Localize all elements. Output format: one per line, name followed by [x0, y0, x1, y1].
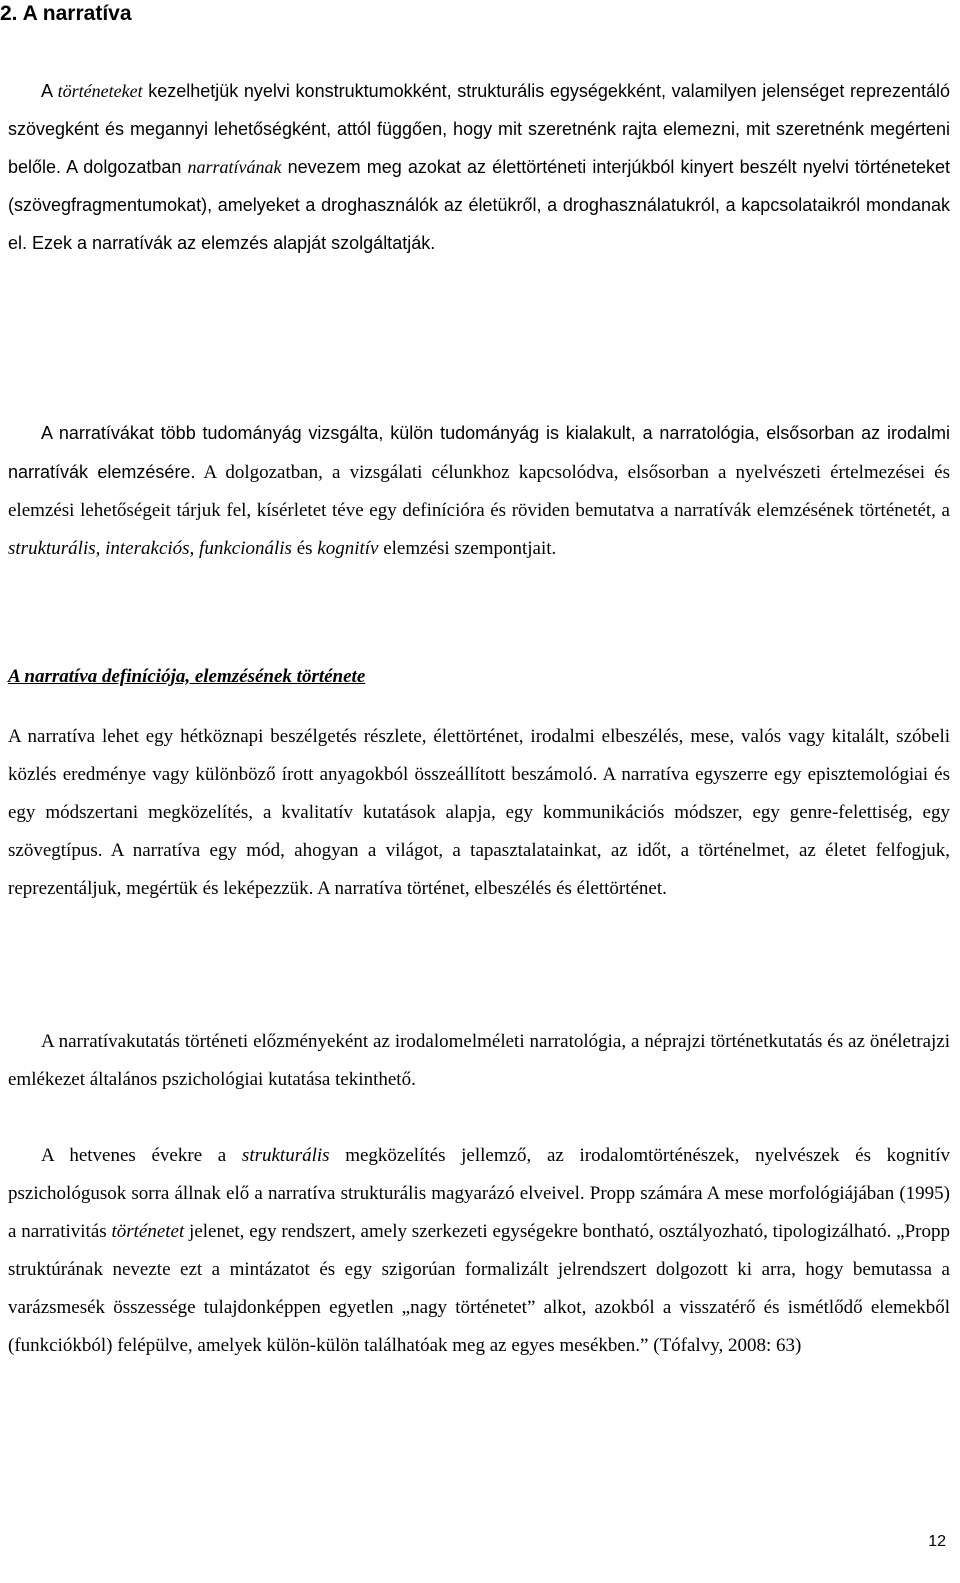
chapter-title: 2. A narratíva [0, 2, 132, 25]
paragraph-intro-text-a: A [41, 81, 58, 101]
paragraph-structural-text-a: A hetvenes évekre a [41, 1145, 242, 1166]
paragraph-narratology-text-b: A dolgozatban, a vizsgálati célunkhoz kapcsolódva, elsősorban a nyelvészeti értelmezései és elemzési lehetőségeit tárjuk fel, kísérletet téve egy definícióra és röviden bemutatva a narratívák elemzésének történetét, a [8, 462, 950, 521]
paragraph-intro-term-narrativanak: narratívának [187, 157, 282, 177]
page-number: 12 [928, 1533, 946, 1550]
paragraph-intro-text-e: nevezem meg azokat az élettörténeti interjúkból kinyert beszélt nyelvi történeteket (szövegfragmentumokat), amelyeket a droghasználók az életükről, a droghasználatukról, a kapcsolataikról mondanak el. Ezek a narratívák az elemzés alapját szolgáltatják. [8, 157, 950, 253]
paragraph-history: A narratívakutatás történeti előzményeként az irodalomelméleti narratológia, a néprajzi történetkutatás és az önéletrajzi emlékezet általános pszichológiai kutatása tekinthető. [8, 1031, 950, 1090]
paragraph-narratology [8, 414, 950, 568]
paragraph-narratology-terms: strukturális, interakciós, funkcionális [8, 538, 292, 559]
paragraph-structural-text-c: megközelítés jellemző, az irodalomtörténészek, nyelvészek és kognitív pszichológusok sorra állnak elő a narratíva strukturális magyarázó elveivel. Propp számára A mese morfológiájában (1995) a narrativitás [8, 1145, 950, 1242]
paragraph-structural [8, 1137, 950, 1365]
paragraph-definition: A narratíva lehet egy hétköznapi beszélgetés részlete, élettörténet, irodalmi elbeszélés, mese, valós vagy kitalált, szóbeli közlés eredménye vagy különböző írott anyagokból összeállított beszámoló. A narratíva egyszerre egy episztemológiai és egy módszertani megközelítés, a kvalitatív kutatások alapja, egy kommunikációs módszer, egy genre-felettiség, egy szövegtípus. A narratíva egy mód, ahogyan a világot, a tapasztalatainkat, az időt, a történelmet, az életet felfogjuk, reprezentáljuk, megértük és leképezzük. A narratíva történet, elbeszélés és élettörténet. [8, 726, 950, 899]
paragraph-narratology-text-f: elemzési szempontjait. [378, 538, 557, 559]
paragraph-narratology-text-a: A narratívákat több tudományág vizsgálta, külön tudományág is kialakult, a narratológia, elsősorban az irodalmi narratívák elemzésére. [8, 423, 950, 482]
section-heading: A narratíva definíciója, elemzésének története [8, 666, 366, 687]
paragraph-structural-text-e: jelenet, egy rendszert, amely szerkezeti egységekre bontható, osztályozható, tipologizálható. „Propp struktúrának nevezte ezt a mintázatot és egy szigorúan formalizált jelrendszert dolgozott ki arra, hogy bemutassa a varázsmesék összessége tulajdonképpen egyetlen „nagy történetet” alkot, azokból a visszatérő és ismétlődő elemekből (funkciókból) felépülve, amelyek külön-külön találhatóak meg az egyes mesékben.” (Tófalvy, 2008: 63) [8, 1221, 950, 1356]
paragraph-narratology-term-kognitiv: kognitív [317, 538, 379, 559]
paragraph-intro-term-torteneteket: történeteket [57, 81, 143, 101]
paragraph-intro [8, 72, 950, 262]
paragraph-structural-term-tortenetet: történetet [111, 1221, 185, 1242]
paragraph-structural-term-strukturalis: strukturális [241, 1145, 330, 1166]
paragraph-intro-text-c: kezelhetjük nyelvi konstruktumokként, strukturális egységekként, valamilyen jelenséget reprezentáló szövegként és megannyi lehetőségként, attól függően, hogy mit szeretnénk rajta elemezni, mit szeretnénk megérteni belőle. A dolgozatban [8, 81, 951, 177]
paragraph-narratology-text-d: és [291, 538, 318, 559]
